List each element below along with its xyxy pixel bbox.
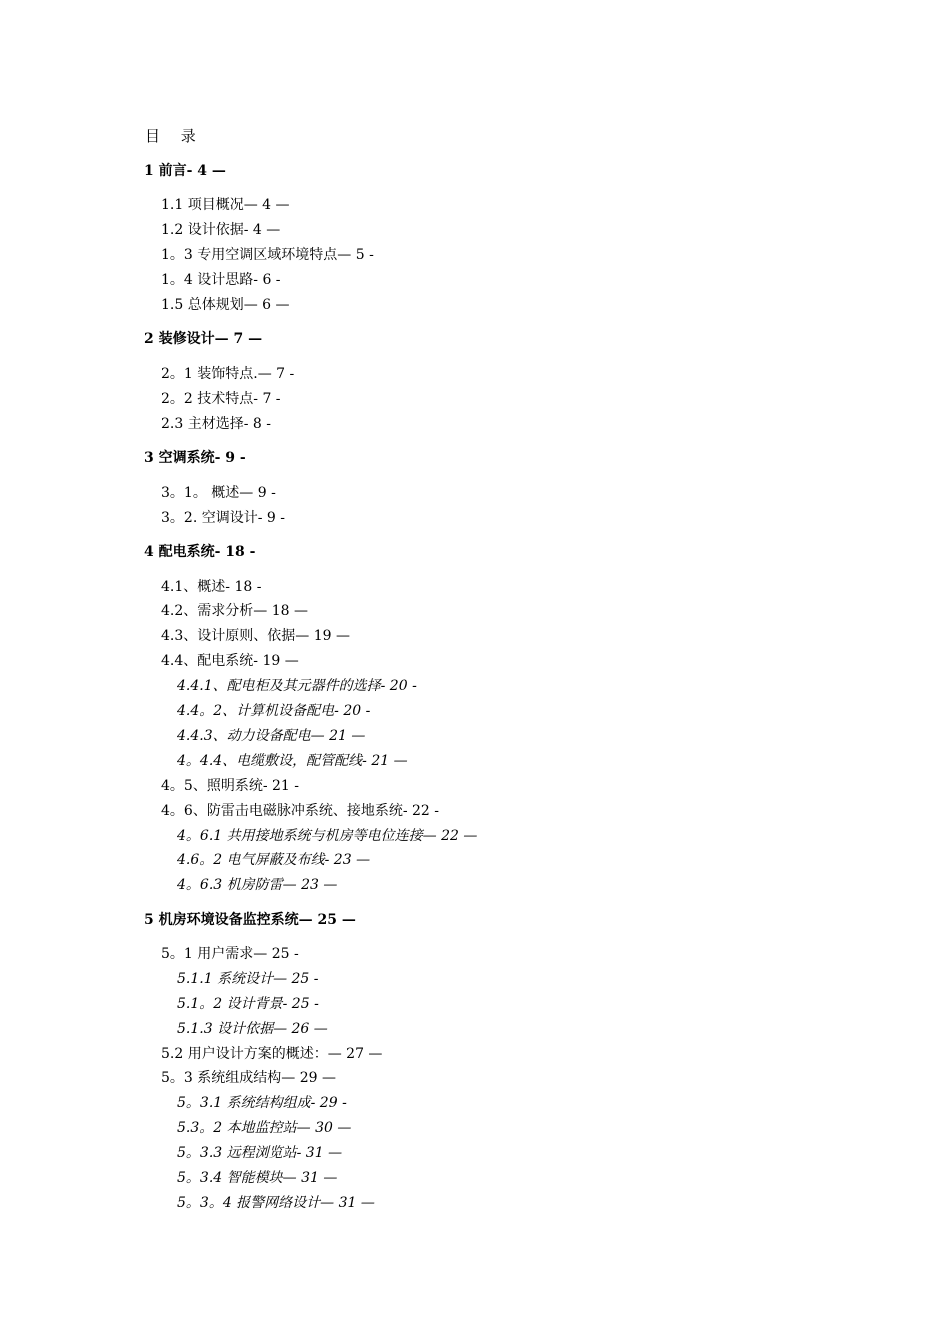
toc-section: 1.5 总体规划— 6 — (161, 297, 290, 313)
toc-subsection: 5。3.3 远程浏览站- 31 — (177, 1145, 343, 1161)
toc-subsection: 4。6.1 共用接地系统与机房等电位连接— 22 — (177, 828, 478, 844)
toc-chapter: 2 装修设计— 7 — (144, 331, 263, 347)
toc-section: 4.2、需求分析— 18 — (161, 603, 308, 619)
toc-subsection: 4.4。2、计算机设备配电- 20 - (177, 703, 371, 719)
toc-chapter: 5 机房环境设备监控系统— 25 — (144, 912, 356, 928)
toc-section: 1.2 设计依据- 4 — (161, 222, 281, 238)
toc-section: 4。5、照明系统- 21 - (161, 778, 299, 794)
toc-section: 2。1 装饰特点.— 7 - (161, 366, 295, 382)
toc-chapter: 1 前言- 4 — (144, 163, 226, 179)
toc-subsection: 4。6.3 机房防雷— 23 — (177, 877, 338, 893)
toc-section: 5.2 用户设计方案的概述：— 27 — (161, 1046, 383, 1062)
toc-subsection: 5.1.1 系统设计— 25 - (177, 971, 319, 987)
toc-section: 4.1、概述- 18 - (161, 579, 262, 595)
toc-section: 4.3、设计原则、依据— 19 — (161, 628, 350, 644)
toc-subsection: 4。4.4、电缆敷设，配管配线- 21 — (177, 753, 408, 769)
toc-section: 4。6、防雷击电磁脉冲系统、接地系统- 22 - (161, 803, 439, 819)
toc-subsection: 4.4.1、配电柜及其元器件的选择- 20 - (177, 678, 417, 694)
toc-section: 3。2. 空调设计- 9 - (161, 510, 285, 526)
toc-subsection: 5。3.4 智能模块— 31 — (177, 1170, 338, 1186)
toc-subsection: 5.1。2 设计背景- 25 - (177, 996, 319, 1012)
toc-section: 5。1 用户需求— 25 - (161, 946, 299, 962)
toc-chapter: 4 配电系统- 18 - (144, 544, 256, 560)
toc-section: 1.1 项目概况— 4 — (161, 197, 290, 213)
toc-subsection: 5。3。4 报警网络设计— 31 — (177, 1195, 375, 1211)
toc-chapter: 3 空调系统- 9 - (144, 450, 246, 466)
toc-subsection: 4.4.3、动力设备配电— 21 — (177, 728, 366, 744)
toc-section: 1。3 专用空调区域环境特点— 5 - (161, 247, 374, 263)
toc-section: 5。3 系统组成结构— 29 — (161, 1070, 336, 1086)
toc-section: 1。4 设计思路- 6 - (161, 272, 281, 288)
toc-subsection: 4.6。2 电气屏蔽及布线- 23 — (177, 852, 371, 868)
toc-subsection: 5.1.3 设计依据— 26 — (177, 1021, 328, 1037)
toc-section: 2.3 主材选择- 8 - (161, 416, 271, 432)
toc-section: 4.4、配电系统- 19 — (161, 653, 299, 669)
toc-subsection: 5。3.1 系统结构组成- 29 - (177, 1095, 347, 1111)
toc-title: 目 录 (145, 127, 204, 145)
toc-section: 2。2 技术特点- 7 - (161, 391, 281, 407)
toc-subsection: 5.3。2 本地监控站— 30 — (177, 1120, 352, 1136)
toc-section: 3。1。 概述— 9 - (161, 485, 276, 501)
